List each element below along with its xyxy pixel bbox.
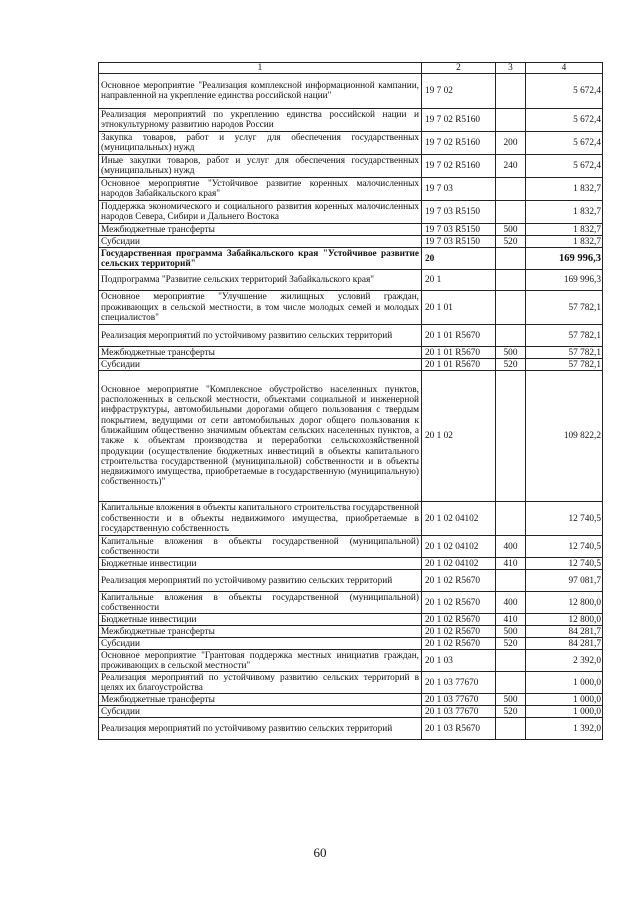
table-row xyxy=(99,638,603,650)
row-amount: 1 832,7 xyxy=(526,224,603,236)
row-code: 19 7 02 xyxy=(422,74,496,109)
table-row xyxy=(99,248,603,270)
row-amount: 1 000,0 xyxy=(526,694,603,706)
table-row xyxy=(99,236,603,248)
row-expense-type xyxy=(496,718,526,740)
row-amount: 1 832,7 xyxy=(526,178,603,201)
row-name: Реализация мероприятий по устойчивому развитию сельских территорий в целях их благоустройства xyxy=(99,672,422,694)
row-code: 20 1 02 04102 xyxy=(422,558,496,570)
row-code: 20 xyxy=(422,248,496,270)
table-row xyxy=(99,201,603,224)
row-expense-type: 500 xyxy=(496,224,526,236)
row-name: Субсидии xyxy=(99,706,422,718)
row-expense-type: 410 xyxy=(496,614,526,626)
row-amount: 12 740,5 xyxy=(526,558,603,570)
row-code: 20 1 01 R5670 xyxy=(422,359,496,371)
table-row xyxy=(99,347,603,359)
row-amount: 97 081,7 xyxy=(526,570,603,592)
row-amount: 12 740,5 xyxy=(526,536,603,558)
row-name: Капитальные вложения в объекты капитального строительства государственной собственности и в объекты недвижимого имущества, приобретаемые в государственную собственность xyxy=(99,502,422,536)
row-expense-type xyxy=(496,201,526,224)
row-code: 20 1 01 xyxy=(422,291,496,325)
row-amount: 57 782,1 xyxy=(526,359,603,371)
row-amount: 1 000,0 xyxy=(526,706,603,718)
table-row xyxy=(99,592,603,614)
row-expense-type: 410 xyxy=(496,558,526,570)
row-expense-type: 520 xyxy=(496,706,526,718)
table-row xyxy=(99,291,603,325)
row-amount: 12 800,0 xyxy=(526,614,603,626)
row-name: Основное мероприятие "Улучшение жилищных условий граждан, проживающих в сельской местности, в том числе молодых семей и молодых специалистов" xyxy=(99,291,422,325)
row-code: 19 7 03 R5150 xyxy=(422,224,496,236)
row-code: 19 7 02 R5160 xyxy=(422,109,496,132)
row-code: 20 1 xyxy=(422,270,496,291)
table-row xyxy=(99,74,603,109)
row-expense-type xyxy=(496,325,526,347)
row-expense-type xyxy=(496,672,526,694)
row-name: Основное мероприятие "Грантовая поддержка местных инициатив граждан, проживающих в сельской местности" xyxy=(99,650,422,672)
row-code: 20 1 02 xyxy=(422,371,496,502)
table-row xyxy=(99,359,603,371)
row-amount: 1 392,0 xyxy=(526,718,603,740)
row-code: 20 1 02 R5670 xyxy=(422,570,496,592)
row-expense-type: 240 xyxy=(496,155,526,178)
row-amount: 57 782,1 xyxy=(526,325,603,347)
row-amount: 5 672,4 xyxy=(526,132,603,155)
row-name: Реализация мероприятий по устойчивому развитию сельских территорий xyxy=(99,718,422,740)
row-name: Капитальные вложения в объекты государственной (муниципальной) собственности xyxy=(99,592,422,614)
row-name: Основное мероприятие "Комплексное обустройство населенных пунктов, расположенных в сельской местности, объектами социальной и инженерной инфраструктуры, автомобильными дорогами общего пользования с твердым покрытием, ведущими от сети автомобильных дорог общего пользования к ближайшим общественно значимым объектам сельских населенных пунктов, а также к объектам производства и переработки сельскохозяйственной продукции (осуществление бюджетных инвестиций в объекты капитального строительства государственной (муниципальной) собственности и в объекты недвижимого имущества, приобретаемые в государственную (муниципальную) собственность)" xyxy=(99,371,422,502)
row-expense-type xyxy=(496,109,526,132)
row-name: Основное мероприятие "Устойчивое развитие коренных малочисленных народов Забайкальского края" xyxy=(99,178,422,201)
row-amount: 1 832,7 xyxy=(526,236,603,248)
table-row xyxy=(99,694,603,706)
row-name: Межбюджетные трансферты xyxy=(99,347,422,359)
row-name: Поддержка экономического и социального развития коренных малочисленных народов Севера, Сибири и Дальнего Востока xyxy=(99,201,422,224)
row-name: Реализация мероприятий по устойчивому развитию сельских территорий xyxy=(99,325,422,347)
row-amount: 12 740,5 xyxy=(526,502,603,536)
row-amount: 57 782,1 xyxy=(526,291,603,325)
row-name: Подпрограмма "Развитие сельских территорий Забайкальского края" xyxy=(99,270,422,291)
table-row xyxy=(99,650,603,672)
header-col-2: 2 xyxy=(422,63,496,74)
row-expense-type: 500 xyxy=(496,694,526,706)
row-name: Субсидии xyxy=(99,359,422,371)
row-amount: 12 800,0 xyxy=(526,592,603,614)
row-name: Капитальные вложения в объекты государственной (муниципальной) собственности xyxy=(99,536,422,558)
header-row xyxy=(99,63,603,74)
row-name: Реализация мероприятий по устойчивому развитию сельских территорий xyxy=(99,570,422,592)
row-name: Субсидии xyxy=(99,638,422,650)
row-amount: 1 000,0 xyxy=(526,672,603,694)
row-amount: 84 281,7 xyxy=(526,638,603,650)
row-expense-type xyxy=(496,650,526,672)
table-row xyxy=(99,132,603,155)
table-row xyxy=(99,558,603,570)
row-amount: 109 822,2 xyxy=(526,371,603,502)
row-code: 19 7 03 xyxy=(422,178,496,201)
row-code: 20 1 02 R5670 xyxy=(422,638,496,650)
table-row xyxy=(99,718,603,740)
row-name: Государственная программа Забайкальского края "Устойчивое развитие сельских территорий" xyxy=(99,248,422,270)
row-expense-type xyxy=(496,570,526,592)
row-code: 20 1 02 R5670 xyxy=(422,626,496,638)
row-name: Иные закупки товаров, работ и услуг для обеспечения государственных (муниципальных) нужд xyxy=(99,155,422,178)
row-name: Межбюджетные трансферты xyxy=(99,694,422,706)
table-row xyxy=(99,706,603,718)
row-code: 20 1 03 77670 xyxy=(422,694,496,706)
table-row xyxy=(99,270,603,291)
row-code: 19 7 02 R5160 xyxy=(422,132,496,155)
row-name: Межбюджетные трансферты xyxy=(99,626,422,638)
row-amount: 84 281,7 xyxy=(526,626,603,638)
row-expense-type: 400 xyxy=(496,536,526,558)
row-code: 20 1 03 77670 xyxy=(422,706,496,718)
row-amount: 5 672,4 xyxy=(526,74,603,109)
table-body xyxy=(99,63,603,740)
row-amount: 169 996,3 xyxy=(526,248,603,270)
row-expense-type xyxy=(496,371,526,502)
row-code: 20 1 02 R5670 xyxy=(422,592,496,614)
row-expense-type xyxy=(496,291,526,325)
row-name: Межбюджетные трансферты xyxy=(99,224,422,236)
row-code: 19 7 03 R5150 xyxy=(422,236,496,248)
row-name: Закупка товаров, работ и услуг для обеспечения государственных (муниципальных) нужд xyxy=(99,132,422,155)
row-expense-type: 400 xyxy=(496,592,526,614)
row-expense-type xyxy=(496,502,526,536)
row-code: 19 7 02 R5160 xyxy=(422,155,496,178)
row-code: 20 1 03 77670 xyxy=(422,672,496,694)
row-amount: 2 392,0 xyxy=(526,650,603,672)
table-row xyxy=(99,155,603,178)
table-row xyxy=(99,109,603,132)
table-row xyxy=(99,626,603,638)
header-col-4: 4 xyxy=(526,63,603,74)
row-amount: 57 782,1 xyxy=(526,347,603,359)
table-row xyxy=(99,224,603,236)
row-expense-type: 520 xyxy=(496,236,526,248)
page-number: 60 xyxy=(313,845,327,860)
row-expense-type: 520 xyxy=(496,359,526,371)
budget-table xyxy=(98,62,603,740)
row-expense-type: 200 xyxy=(496,132,526,155)
row-code: 19 7 03 R5150 xyxy=(422,201,496,224)
header-col-3: 3 xyxy=(496,63,526,74)
table-row xyxy=(99,570,603,592)
table-row xyxy=(99,178,603,201)
row-code: 20 1 02 04102 xyxy=(422,502,496,536)
row-amount: 5 672,4 xyxy=(526,109,603,132)
row-name: Субсидии xyxy=(99,236,422,248)
table-row xyxy=(99,325,603,347)
table-row xyxy=(99,536,603,558)
row-expense-type: 500 xyxy=(496,626,526,638)
row-code: 20 1 02 04102 xyxy=(422,536,496,558)
row-name: Бюджетные инвестиции xyxy=(99,558,422,570)
row-expense-type xyxy=(496,248,526,270)
table-row xyxy=(99,502,603,536)
row-name: Основное мероприятие "Реализация комплексной информационной кампании, направленной на укрепление единства российской нации" xyxy=(99,74,422,109)
table-row xyxy=(99,371,603,502)
row-expense-type xyxy=(496,178,526,201)
row-expense-type: 520 xyxy=(496,638,526,650)
row-code: 20 1 01 R5670 xyxy=(422,325,496,347)
table-row xyxy=(99,614,603,626)
row-expense-type xyxy=(496,74,526,109)
table-row xyxy=(99,672,603,694)
row-name: Бюджетные инвестиции xyxy=(99,614,422,626)
row-code: 20 1 03 R5670 xyxy=(422,718,496,740)
row-code: 20 1 03 xyxy=(422,650,496,672)
row-expense-type xyxy=(496,270,526,291)
row-code: 20 1 01 R5670 xyxy=(422,347,496,359)
row-name: Реализация мероприятий по укреплению единства российской нации и этнокультурному развитию народов России xyxy=(99,109,422,132)
row-amount: 169 996,3 xyxy=(526,270,603,291)
row-amount: 5 672,4 xyxy=(526,155,603,178)
row-amount: 1 832,7 xyxy=(526,201,603,224)
header-col-1: 1 xyxy=(99,63,422,74)
row-code: 20 1 02 R5670 xyxy=(422,614,496,626)
row-expense-type: 500 xyxy=(496,347,526,359)
